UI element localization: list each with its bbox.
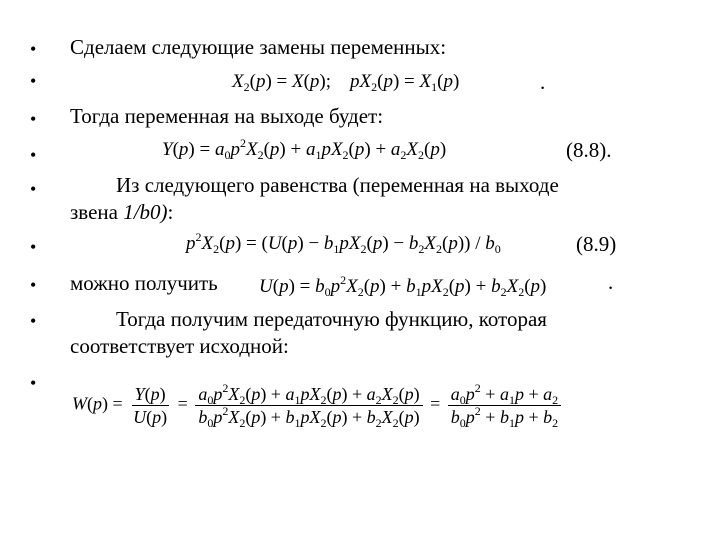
bullet: • <box>30 311 37 331</box>
bullet: • <box>30 373 37 393</box>
period-mark: . <box>540 70 546 94</box>
formula-transfer-function: W(p) = $\frac{Y(p)}{U(p)}$ = $\frac{a_0p^2X_2(p) + a_1pX_2(p) + a_2X_2(p)}{b_0p^2X_2(p) + b_1pX_2(p) + b_2X_2(p)}$ = $\frac{a_0p^2 + a_1p + a_2}{b_0p^2 + b_1p + b_2}$ <box>72 385 564 426</box>
text-line-substitutions: Сделаем следующие замены переменных: <box>70 35 447 59</box>
text-line-obtain: можно получить <box>70 271 218 295</box>
equation-number-8-8: (8.8). <box>566 138 612 162</box>
bullet: • <box>30 39 37 59</box>
text-line-transfer: Тогда получим передаточную функцию, которая <box>116 307 547 331</box>
text-link-italic: 1/b0) <box>123 200 168 224</box>
formula-output: $Y(p) = a_0p^2X_2(p) + a_1pX_2(p) + a_2X_2(p)$ <box>162 136 447 162</box>
bullet: • <box>30 109 37 129</box>
equation-number-8-9: (8.9) <box>576 232 617 256</box>
fraction: $\frac{a_0p^2 + a_1p + a_2}{b_0p^2 + b_1p + b_2}$ <box>448 385 561 426</box>
bullet: • <box>30 275 37 295</box>
bullet: • <box>30 179 37 199</box>
bullet: • <box>30 71 37 91</box>
formula-equality: $p^2X_2(p) = (U(p) - b_1pX_2(p) - b_2X_2(p)) / b_0$ <box>186 230 501 256</box>
bullet: • <box>30 237 37 257</box>
fraction: $\frac{a_0p^2X_2(p) + a_1pX_2(p) + a_2X_2(p)}{b_0p^2X_2(p) + b_1pX_2(p) + b_2X_2(p)}$ <box>195 385 422 426</box>
formula-substitutions: $X_2(p) = X(p)$; $pX_2(p) = X_1(p)$ <box>232 71 460 94</box>
fraction: $\frac{Y(p)}{U(p)}$ <box>133 384 168 427</box>
formula-input: $U(p) = b_0p^2X_2(p) + b_1pX_2(p) + b_2X_2(p)$ <box>259 273 547 299</box>
period-mark: . <box>608 270 614 294</box>
text-line-transfer-cont: соответствует исходной: <box>70 334 289 358</box>
text-line-equality: Из следующего равенства (переменная на выходе <box>116 173 559 197</box>
bullet: • <box>30 145 37 165</box>
text-line-link <box>70 200 173 224</box>
text-link-colon: : <box>167 200 174 224</box>
text-line-output: Тогда переменная на выходе будет: <box>70 104 384 128</box>
text-link-prefix: звена <box>70 200 124 224</box>
